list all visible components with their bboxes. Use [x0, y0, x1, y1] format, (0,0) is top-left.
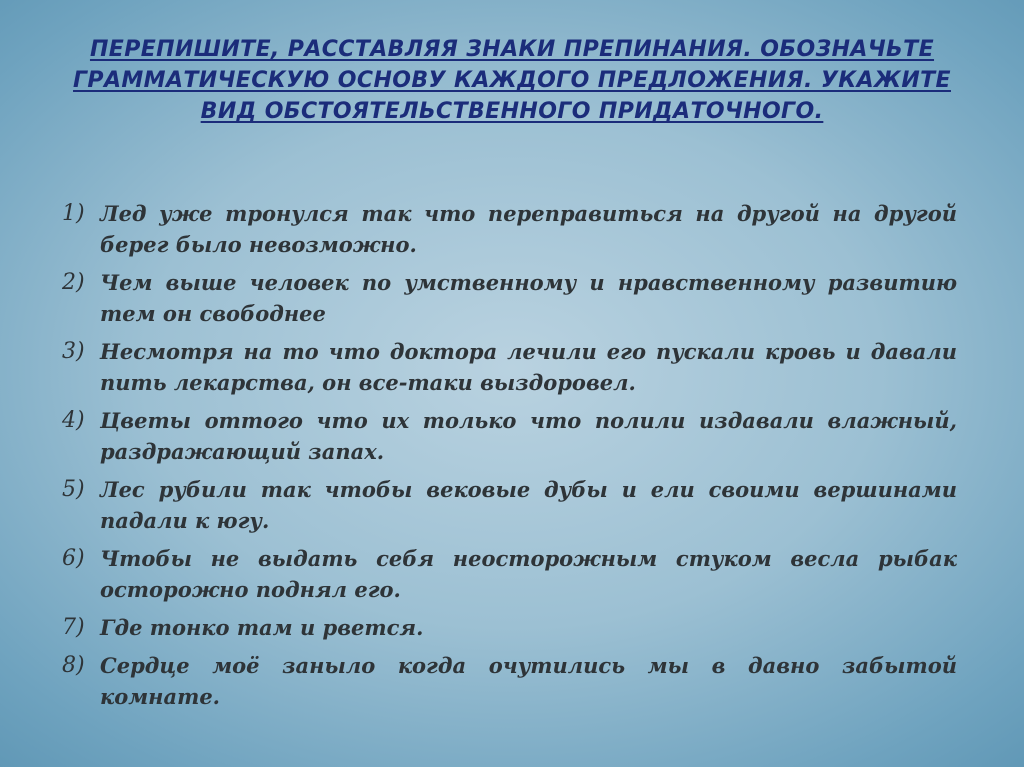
- item-text: Где тонко там и рвется.: [100, 615, 424, 640]
- item-number: 4): [62, 408, 85, 433]
- sentence-list: [62, 198, 957, 719]
- item-number: 5): [62, 477, 85, 502]
- item-number: 6): [62, 546, 85, 571]
- list-item: [62, 474, 957, 536]
- list-item: [62, 405, 957, 467]
- list-item: [62, 650, 957, 712]
- item-number: 1): [62, 201, 85, 226]
- item-text: Чтобы не выдать себя неосторожным стуком весла рыбак осторожно поднял его.: [100, 546, 957, 602]
- list-item: [62, 198, 957, 260]
- item-text: Лес рубили так чтобы вековые дубы и ели своими вершинами падали к югу.: [100, 477, 957, 533]
- item-number: 2): [62, 270, 85, 295]
- item-number: 7): [62, 615, 85, 640]
- slide-title: ПЕРЕПИШИТЕ, РАССТАВЛЯЯ ЗНАКИ ПРЕПИНАНИЯ. ОБОЗНАЧЬТЕ ГРАММАТИЧЕСКУЮ ОСНОВУ КАЖДОГО ПРЕДЛОЖЕНИЯ. УКАЖИТЕ ВИД ОБСТОЯТЕЛЬСТВЕННОГО ПРИДАТОЧНОГО.: [73, 37, 951, 124]
- item-number: 3): [62, 339, 85, 364]
- list-item: [62, 336, 957, 398]
- item-text: Чем выше человек по умственному и нравственному развитию тем он свободнее: [100, 270, 957, 326]
- item-text: Несмотря на то что доктора лечили его пускали кровь и давали пить лекарства, он все-таки выздоровел.: [100, 339, 957, 395]
- item-text: Сердце моё заныло когда очутились мы в давно забытой комнате.: [100, 653, 957, 709]
- item-text: Лед уже тронулся так что переправиться на другой на другой берег было невозможно.: [100, 201, 957, 257]
- list-item: [62, 267, 957, 329]
- item-text: Цветы оттого что их только что полили издавали влажный, раздражающий запах.: [100, 408, 957, 464]
- list-item: [62, 612, 957, 643]
- list-item: [62, 543, 957, 605]
- item-number: 8): [62, 653, 85, 678]
